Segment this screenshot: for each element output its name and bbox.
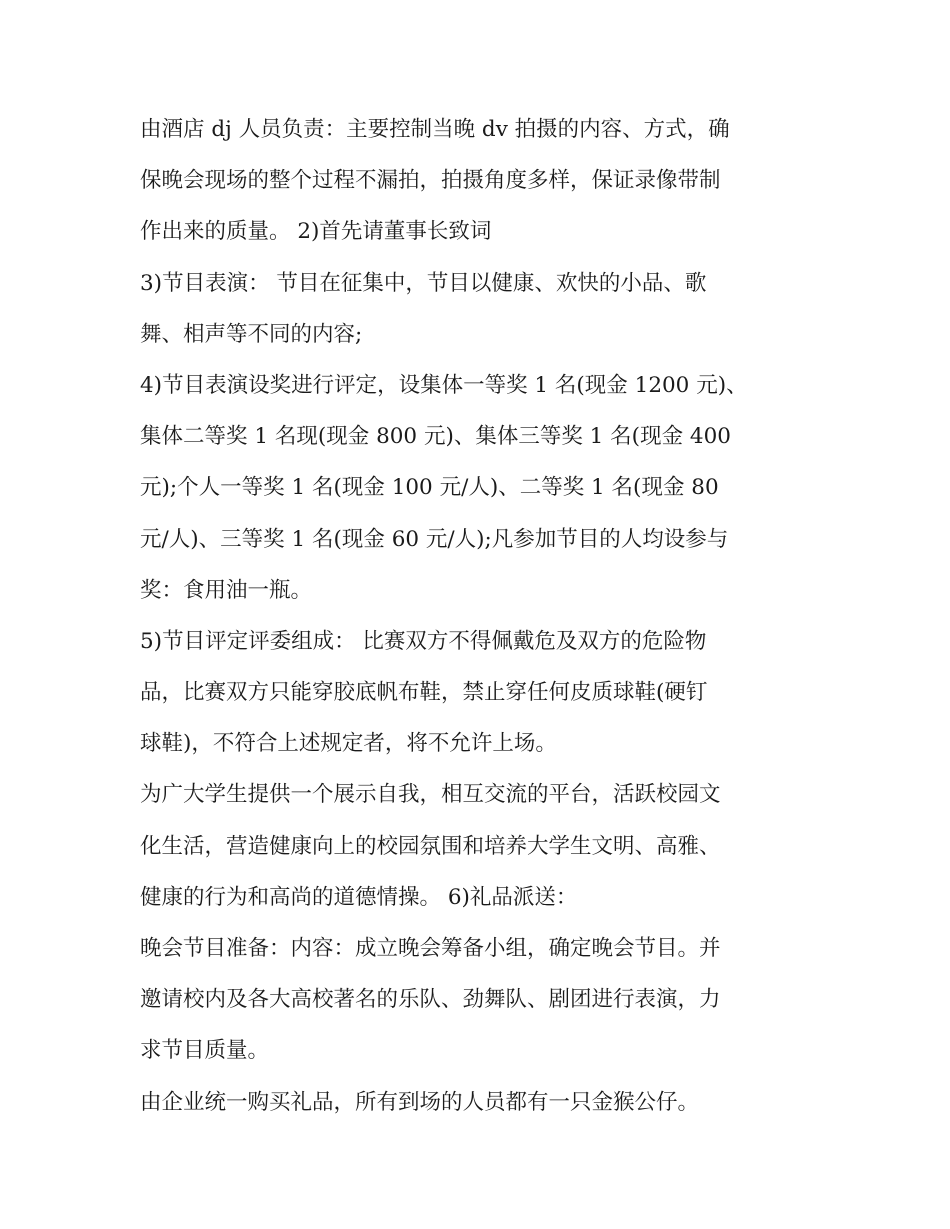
text-line: 5)节目评定评委组成： 比赛双方不得佩戴危及双方的危险物 [140,628,707,654]
text-line: 品，比赛双方只能穿胶底帆布鞋，禁止穿任何皮质球鞋(硬钉 [140,680,708,706]
text-line: 4)节目表演设奖进行评定，设集体一等奖 1 名(现金 1200 元)、 [140,372,748,398]
text-line: 元/人)、三等奖 1 名(现金 60 元/人);凡参加节目的人均设参与 [140,526,729,552]
text-line: 化生活，营造健康向上的校园氛围和培养大学生文明、高雅、 [140,833,721,859]
text-line: 由企业统一购买礼品，所有到场的人员都有一只金猴公仔。 [140,1089,700,1115]
text-line: 为广大学生提供一个展示自我，相互交流的平台，活跃校园文 [140,782,721,808]
text-line: 邀请校内及各大高校著名的乐队、劲舞队、剧团进行表演，力 [140,987,721,1013]
text-line: 球鞋)，不符合上述规定者，将不允许上场。 [140,731,557,757]
text-line: 晚会节目准备：内容：成立晚会筹备小组，确定晚会节目。并 [140,936,721,961]
text-line: 舞、相声等不同的内容; [140,321,363,347]
text-line: 保晚会现场的整个过程不漏拍，拍摄角度多样，保证录像带制 [140,168,721,194]
text-line: 由酒店 dj 人员负责：主要控制当晚 dv 拍摄的内容、方式，确 [140,117,730,142]
text-line: 3)节目表演： 节目在征集中，节目以健康、欢快的小品、歌 [140,270,707,296]
text-line: 元);个人一等奖 1 名(现金 100 元/人)、二等奖 1 名(现金 80 [140,475,719,501]
document-page [140,104,820,1128]
text-line: 集体二等奖 1 名现(现金 800 元)、集体三等奖 1 名(现金 400 [140,424,731,450]
text-line: 奖：食用油一瓶。 [140,577,313,603]
text-line: 作出来的质量。 2)首先请董事长致词 [140,219,492,245]
text-line: 健康的行为和高尚的道德情操。 6)礼品派送： [140,884,578,910]
text-line: 求节目质量。 [140,1038,270,1064]
